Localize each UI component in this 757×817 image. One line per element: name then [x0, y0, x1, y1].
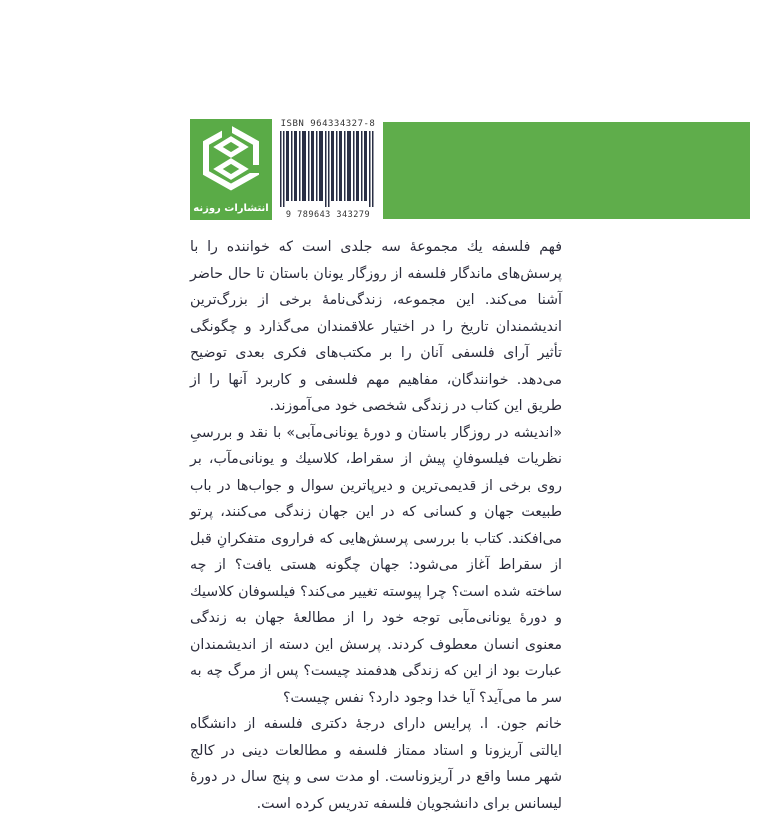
- paragraph-series-intro: فهم فلسفه یك مجموعهٔ سه جلدی است که خواننده را با پرسش‌های ماندگار فلسفه از روزگار یونان باستان تا حال حاضر آشنا می‌کند. این مجموعه، زندگی‌نامهٔ برخی از بزرگ‌ترین اندیشمندان تاریخ را در اختیار علاقمندان می‌گذارد و چگونگی تأثیر آرای فلسفی آنان را بر مکتب‌های فکری بعدی توضیح می‌دهد. خوانندگان، مفاهیم مهم فلسفی و کاربرد آنها را از طریق این کتاب در زندگی شخصی خود می‌آموزند.: [190, 239, 562, 414]
- accent-bar: [383, 122, 750, 219]
- barcode: [277, 119, 379, 220]
- ean-number: 9 789643 343279: [285, 210, 371, 220]
- publisher-logo: [190, 119, 272, 220]
- header-band: [190, 119, 750, 220]
- back-cover-text: [190, 234, 562, 817]
- paragraph-book-summary: «اندیشه در روزگار باستان و دورهٔ یونانی‌مآبی» با نقد و بررسیِ نظریات فیلسوفانِ پیش از سقراط، کلاسیك و یونانی‌مآب، بر روی برخی از قدیمی‌ترین و دیرپاترین سوال و جواب‌ها در باب طبیعت جهان و کسانی که در این جهان زندگی می‌کنند، پرتو می‌افکند. کتاب با بررسی پرسش‌هایی که فراروی متفکرانِ قبل از سقراط آغاز می‌شود: جهان چگونه هستی یافت؟ از چه ساخته شده است؟ چرا پیوسته تغییر می‌کند؟ فیلسوفان کلاسیك و دورهٔ یونانی‌مآبی توجه خود را از مطالعهٔ جهان به زندگی معنوی انسان معطوف کردند. پرسش این دسته از اندیشمندان عبارت بود از این که زندگی هدفمند چیست؟ پس از مرگ چه به سر ما می‌آید؟ آیا خدا وجود دارد؟ نفس چیست؟: [190, 424, 562, 706]
- isbn-label: ISBN 964334327-8: [280, 119, 376, 129]
- publisher-name: انتشارات روزنه: [193, 203, 269, 214]
- rozaneh-logo-icon: [200, 125, 262, 193]
- paragraph-author-bio: خانم جون. ا. پرایس دارای درجهٔ دکتری فلسفه از دانشگاه ایالتی آریزونا و استاد ممتاز فلسفه و مطالعات دینی در کالج شهر مسا واقع در آریزوناست. او مدت سی و پنج سال در دورهٔ لیسانس برای دانشجویان فلسفه تدریس کرده است.: [190, 716, 562, 812]
- barcode-bars-icon: [280, 131, 376, 207]
